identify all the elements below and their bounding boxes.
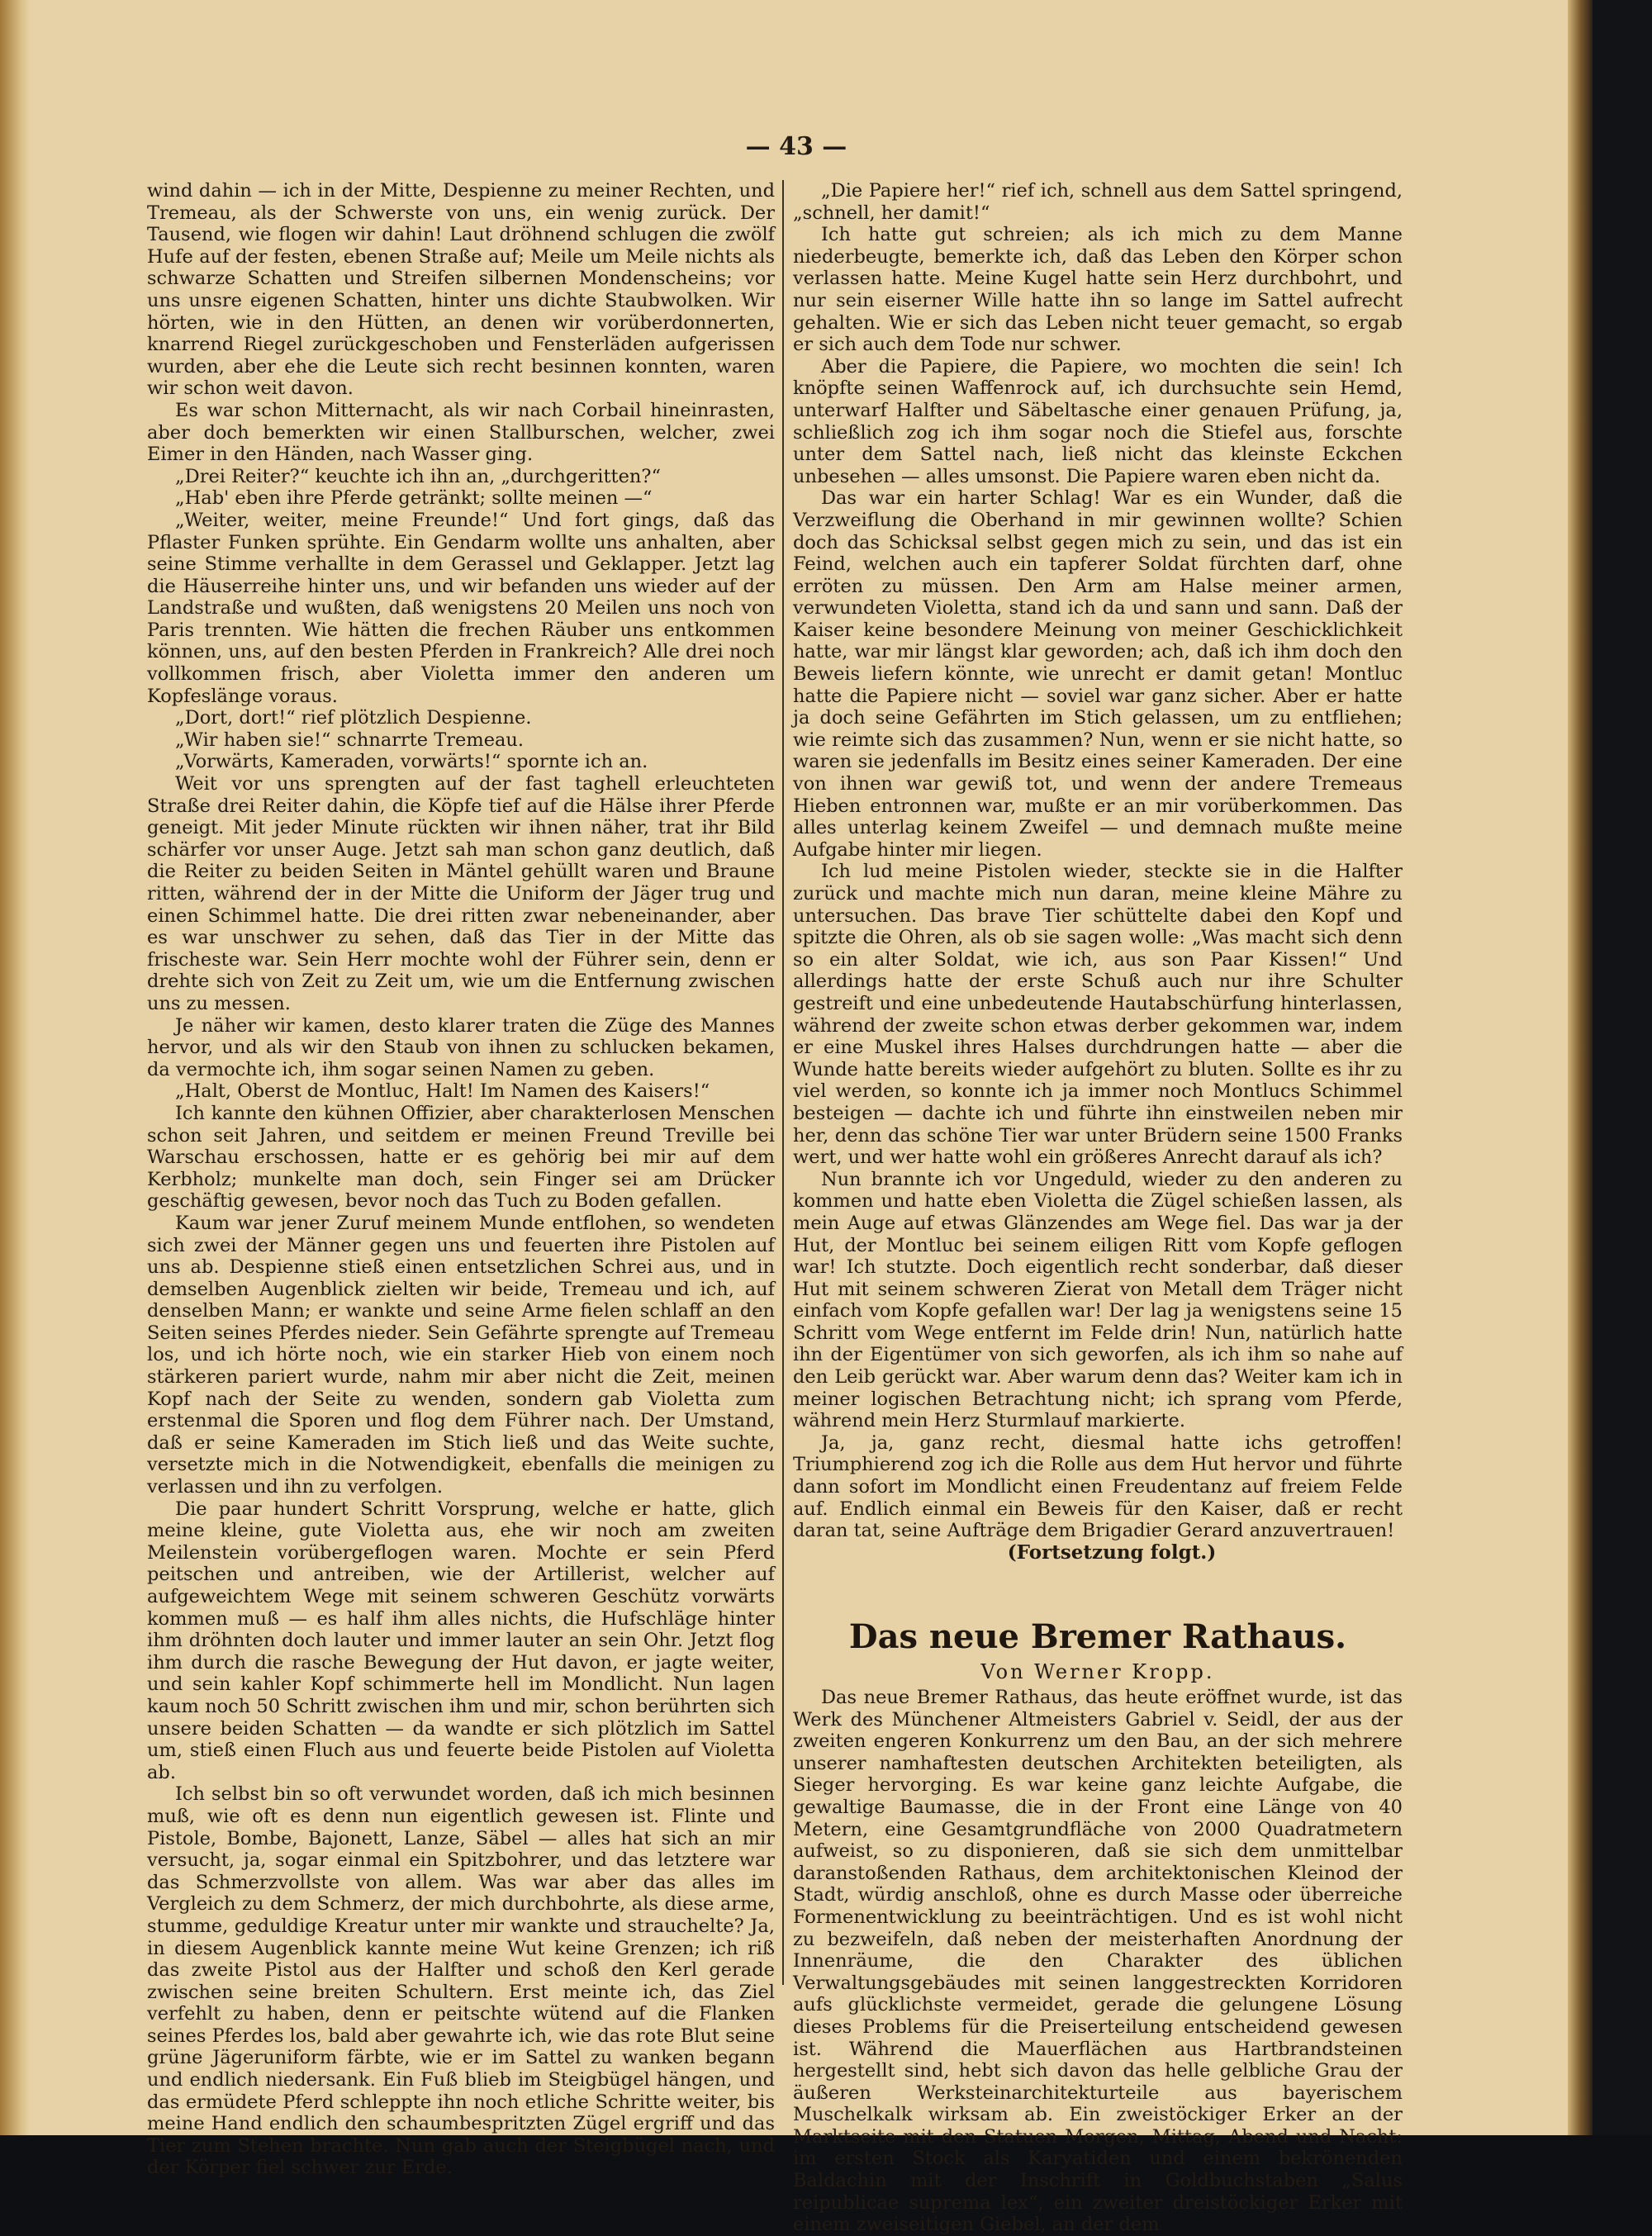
paragraph: „Halt, Oberst de Montluc, Halt! Im Namen des Kaisers!“ — [175, 1080, 710, 1103]
paragraph: „Drei Reiter?“ keuchte ich ihn an, „durchgeritten?“ — [175, 465, 661, 487]
paragraph: Weit vor uns sprengten auf der fast taghell erleuchteten Straße drei Reiter dahin, die Köpfe tief auf die Hälse ihrer Pferde geneigt. Mit jeder Minute rückten wir ihnen näher, trat ihr Bild schärfer vor unser Auge. Jetzt sah man schon ganz deutlich, daß die Reiter zu beiden Seiten in Mäntel gehüllt waren und Braune ritten, während der in der Mitte die Uniform der Jäger trug und einen Schimmel hatte. Die drei ritten zwar nebeneinander, aber es war unschwer zu sehen, daß das Tier in der Mitte das frischeste war. Sein Herr mochte wohl der Führer sein, denn er drehte sich von Zeit zu Zeit um, wie um die Entfernung zwischen uns zu messen. — [147, 773, 775, 1014]
paragraph: Kaum war jener Zuruf meinem Munde entflohen, so wendeten sich zwei der Männer gegen uns und feuerten ihre Pistolen auf uns ab. Despienne stieß einen entsetzlichen Schrei aus, und in demselben Augenblick zielten wir beide, Tremeau und ich, auf denselben Mann; er wankte und seine Arme fielen schlaff an den Seiten seines Pferdes nieder. Sein Gefährte sprengte auf Tremeau los, und ich hörte noch, wie ein starker Hieb von einem noch stärkeren pariert wurde, nahm mir aber nicht die Zeit, meinen Kopf nach der Seite zu wenden, sondern gab Violetta zum erstenmal die Sporen und flog dem Führer nach. Der Umstand, daß er seine Kameraden im Stich ließ und das Weite suchte, versetzte mich in die Notwendigkeit, ebenfalls die meinigen zu verlassen und ihn zu verfolgen. — [147, 1212, 775, 1498]
paragraph: Ich lud meine Pistolen wieder, steckte sie in die Halfter zurück und machte mich nun daran, meine kleine Mähre zu untersuchen. Das brave Tier schüttelte dabei den Kopf und spitzte die Ohren, als ob sie sagen wolle: „Was macht sich denn so ein alter Soldat, wie ich, aus son Paar Kissen!“ Und allerdings hatte der erste Schuß auch nur ihre Schulter gestreift und eine unbedeutende Hautabschürfung hinterlassen, während der zweite schon etwas derber gekommen war, indem er eine Muskel ihres Halses durchdrungen hatte — aber die Wunde hatte bereits wieder aufgehört zu bluten. Sollte es ihr zu viel werden, so konnte ich ja immer noch Montlucs Schimmel besteigen — dachte ich und führte ihn einstweilen neben mir her, denn das schöne Tier war unter Brüdern seine 1500 Franks wert, und wer hatte wohl ein größeres Anrecht darauf als ich? — [793, 861, 1403, 1169]
page-edge-shadow — [1568, 0, 1593, 2135]
paragraph: „Hab' eben ihre Pferde getränkt; sollte meinen —“ — [175, 487, 653, 510]
paragraph: Das neue Bremer Rathaus, das heute eröffnet wurde, ist das Werk des Münchener Altmeisters Gabriel v. Seidl, der aus der zweiten engeren Konkurrenz um den Bau, an der sich mehrere unserer namhaftesten deutschen Architekten beteiligten, als Sieger hervorging. Es war keine ganz leichte Aufgabe, die gewaltige Baumasse, die in der Front eine Länge von 40 Metern, eine Gesamtgrundfläche von 2000 Quadratmetern aufweist, so zu disponieren, daß sie sich dem unmittelbar daranstoßenden Rathaus, dem architektonischen Kleinod der Stadt, würdig anschloß, ohne es durch Masse oder überreiche Formenentwicklung zu beeinträchtigen. Und es ist wohl nicht zu bezweifeln, daß neben der meisterhaften Anordnung der Innenräume, die den Charakter des üblichen Verwaltungsgebäudes mit seinen langgestreckten Korridoren aufs glücklichste vermeidet, gerade die gelungene Lösung dieses Problems für die Preiserteilung entscheidend gewesen ist. Während die Mauerflächen aus Hartbrandsteinen hergestellt sind, hebt sich davon das helle gelbliche Grau der äußeren Werksteinarchitekturteile aus bayerischem Muschelkalk wirksam ab. Ein zweistöckiger Erker an der Marktseite mit den Statuen Morgen, Mittag, Abend und Nacht: im ersten Stock als Karyatiden und einem bekrönenden Baldachin mit der Inschrift in Goldbuchstaben „Salus reipublicae suprema lex“, ein zweiter dreistöckiger Erker mit einem zweiseitigen Giebel, an der dem — [793, 1687, 1403, 2236]
paragraph: wind dahin — ich in der Mitte, Despienne zu meiner Rechten, und Tremeau, als der Schwerste von uns, ein wenig zurück. Der Tausend, wie flogen wir dahin! Laut dröhnend schlugen die zwölf Hufe auf der festen, ebenen Straße auf; Meile um Meile nichts als schwarze Schatten und Streifen silbernen Mondenscheins; vor uns unsre eigenen Schatten, hinter uns dichte Staubwolken. Wir hörten, wie in den Hütten, an denen wir vorüberdonnerten, knarrend Riegel zurückgeschoben und Fensterläden aufgerissen wurden, aber ehe die Leute sich recht besinnen konnten, waren wir schon weit davon. — [147, 180, 775, 400]
paragraph: Aber die Papiere, die Papiere, wo mochten die sein! Ich knöpfte seinen Waffenrock auf, ich durchsuchte sein Hemd, unterwarf Halfter und Säbeltasche einer genauen Prüfung, ja, schließlich zog ich ihm sogar noch die Stiefel aus, forschte unter dem Sattel nach, ließ nicht das kleinste Eckchen unbesehen — alles umsonst. Die Papiere waren eben nicht da. — [793, 355, 1403, 487]
article-byline: Von Werner Kropp. — [980, 1660, 1215, 1684]
left-column — [147, 180, 775, 2179]
paragraph: Je näher wir kamen, desto klarer traten die Züge des Mannes hervor, und als wir den Staub von ihnen zu schlucken bekamen, da vermochte ich, ihm sogar seinen Namen zu geben. — [147, 1014, 775, 1080]
paragraph: Ja, ja, ganz recht, diesmal hatte ichs getroffen! Triumphierend zog ich die Rolle aus dem Hut hervor und führte dann sofort im Mondlicht einen Freudentanz auf freiem Felde auf. Endlich einmal ein Beweis für den Kaiser, daß er recht daran tat, seine Aufträge dem Brigadier Gerard anzuvertrauen! — [793, 1431, 1403, 1542]
column-divider — [782, 180, 784, 1985]
paragraph: „Dort, dort!“ rief plötzlich Despienne. — [175, 707, 532, 729]
paragraph: Es war schon Mitternacht, als wir nach Corbail hineinrasten, aber doch bemerkten wir einen Stallburschen, welcher, zwei Eimer in den Händen, nach Wasser ging. — [147, 399, 775, 466]
story-continuation — [793, 180, 1403, 1542]
paragraph: „Wir haben sie!“ schnarrte Tremeau. — [175, 729, 525, 751]
page-number: — 43 — — [745, 132, 847, 161]
background-margin — [1593, 0, 1652, 2135]
paragraph: Ich selbst bin so oft verwundet worden, daß ich mich besinnen muß, wie oft es denn nun eigentlich gewesen ist. Flinte und Pistole, Bombe, Bajonett, Lanze, Säbel — alles hat sich an mir versucht, ja, sogar einmal ein Spitzbohrer, und das letztere war das Schmerzvollste von allem. Was war aber das alles im Vergleich zu dem Schmerz, der mich durchbohrte, als diese arme, stumme, geduldige Kreatur unter mir wankte und strauchelte? Ja, in diesem Augenblick kannte meine Wut keine Grenzen; ich riß das zweite Pistol aus der Halfter und schoß den Kerl gerade zwischen seine breiten Schultern. Erst meinte ich, das Ziel verfehlt zu haben, denn er peitschte wütend auf die Flanken seines Pferdes los, bald aber gewahrte ich, wie das rote Blut seine grüne Jägeruniform färbte, wie er im Sattel zu wanken begann und endlich niedersank. Ein Fuß blieb im Steigbügel hängen, und das ermüdete Pferd schleppte ihn noch etliche Schritte weiter, bis meine Hand endlich den schaumbespritzten Zügel ergriff und das Tier zum Stehen brachte. Nun gab auch der Steigbügel nach, und der Körper fiel schwer zur Erde. — [147, 1783, 775, 2179]
continued-note: (Fortsetzung folgt.) — [1007, 1541, 1217, 1564]
right-column — [793, 180, 1403, 2236]
paragraph: Die paar hundert Schritt Vorsprung, welche er hatte, glich meine kleine, gute Violetta aus, ehe wir noch am zweiten Meilenstein vorübergeflogen waren. Mochte er sein Pferd peitschen und antreiben, wie der Artillerist, welcher auf aufgeweichtem Wege mit seinem schweren Geschütz vorwärts kommen muß — es half ihm alles nichts, die Hufschläge hinter ihm dröhnten doch lauter und immer lauter an sein Ohr. Jetzt flog ihm durch die rasche Bewegung der Hut davon, er jagte weiter, und sein kahler Kopf schimmerte hell im Mondlicht. Nun lagen kaum noch 50 Schritt zwischen ihm und mir, schon berührten sich unsere beiden Schatten — da wandte er sich plötzlich im Sattel um, stieß einen Fluch aus und feuerte beide Pistolen auf Violetta ab. — [147, 1498, 775, 1783]
article-body — [793, 1687, 1403, 2236]
paragraph: Das war ein harter Schlag! War es ein Wunder, daß die Verzweiflung die Oberhand in mir gewinnen wollte? Schien doch das Schicksal selbst gegen mich zu sein, und das ist ein Feind, welchen auch ein tapferer Soldat fürchten darf, ohne erröten zu müssen. Den Arm am Halse meiner armen, verwundeten Violetta, stand ich da und sann und sann. Daß der Kaiser keine besondere Meinung von meiner Geschicklichkeit hatte, war mir längst klar geworden; ach, daß ich ihm doch den Beweis liefern könnte, wie unrecht er damit getan! Montluc hatte die Papiere nicht — soviel war ganz sicher. Aber er hatte ja doch seine Gefährten im Stich gelassen, um zu entfliehen; wie reimte sich das zusammen? Nun, wenn er sie nicht hatte, so waren sie jedenfalls im Besitz eines seiner Kameraden. Der eine von ihnen war gewiß tot, und wenn der andere Tremeaus Hieben entronnen war, mußte er an mir vorüberkommen. Das alles unterlag keinem Zweifel — und demnach mußte meine Aufgabe hinter mir liegen. — [793, 487, 1403, 861]
paragraph: „Weiter, weiter, meine Freunde!“ Und fort gings, daß das Pflaster Funken sprühte. Ein Gendarm wollte uns anhalten, aber seine Stimme verhallte in dem Gerassel und Geklapper. Jetzt lag die Häuserreihe hinter uns, und wir befanden uns wieder auf der Landstraße und wußten, daß wenigstens 20 Meilen uns noch von Paris trennten. Wie hätten die frechen Räuber uns entkommen können, uns, auf den besten Pferden in Frankreich? Alle drei noch vollkommen frisch, aber Violetta immer den anderen um Kopfeslänge voraus. — [147, 509, 775, 707]
paragraph: Ich hatte gut schreien; als ich mich zu dem Manne niederbeugte, bemerkte ich, daß das Leben den Körper schon verlassen hatte. Meine Kugel hatte sein Herz durchbohrt, und nur sein eiserner Wille hatte ihn so lange im Sattel aufrecht gehalten. Wie er sich das Leben nicht teuer gemacht, so ergab er sich auch dem Tode nur schwer. — [793, 224, 1403, 356]
paragraph: „Vorwärts, Kameraden, vorwärts!“ spornte ich an. — [175, 751, 648, 773]
article-title: Das neue Bremer Rathaus. — [848, 1617, 1347, 1657]
paragraph: Ich kannte den kühnen Offizier, aber charakterlosen Menschen schon seit Jahren, und seitdem er meinen Freund Treville bei Warschau erschossen, hatte er es gehörig bei mir auf dem Kerbholz; munkelte man doch, sein Finger sei am Drücker geschäftig gewesen, bevor noch das Tuch zu Boden gefallen. — [147, 1102, 775, 1213]
paragraph: Nun brannte ich vor Ungeduld, wieder zu den anderen zu kommen und hatte eben Violetta die Zügel schießen lassen, als mein Auge auf etwas Glänzendes am Wege fiel. Das war ja der Hut, der Montluc bei seinem eiligen Ritt vom Kopfe geflogen war! Ich stutzte. Doch eigentlich recht sonderbar, daß dieser Hut mit seinem schweren Zierat von Metall dem Träger nicht einfach vom Kopfe gefallen war! Der lag ja wenigstens seine 15 Schritt vom Wege entfernt im Felde drin! Nun, natürlich hatte ihn der Eigentümer von sich geworfen, als ich ihm so nahe auf den Leib gerückt war. Aber warum denn das? Weiter kam ich in meiner logischen Betrachtung nicht; ich sprang vom Pferde, während mein Herz Sturmlauf markierte. — [793, 1168, 1403, 1432]
paragraph: „Die Papiere her!“ rief ich, schnell aus dem Sattel springend, „schnell, her damit!“ — [793, 180, 1403, 224]
